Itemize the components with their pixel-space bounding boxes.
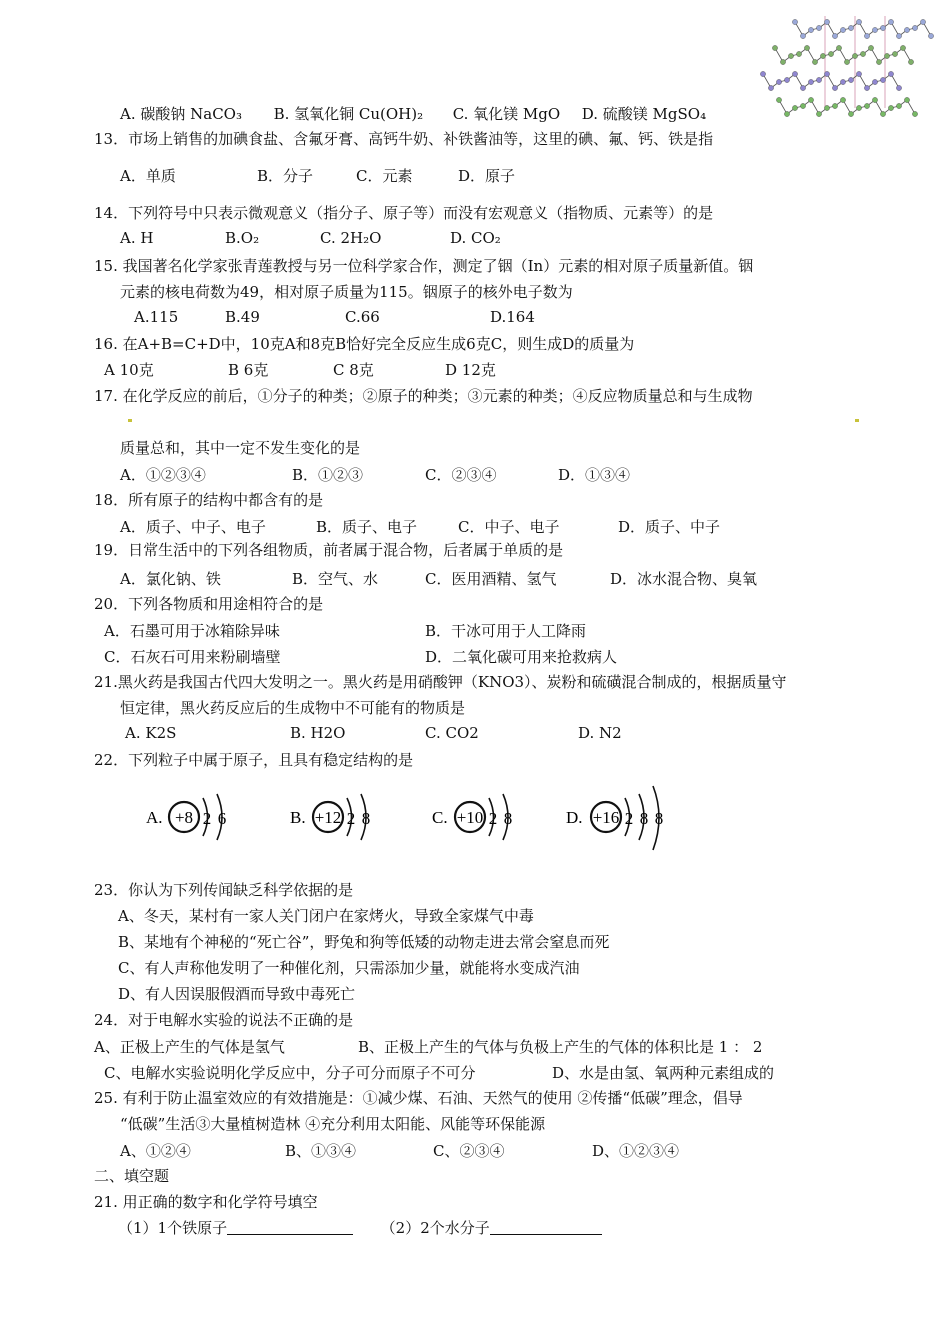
atom-structure-a	[146, 784, 246, 856]
q15-stem-line2: 元素的核电荷数为49，相对原子质量为115。铟原子的核外电子数为	[120, 283, 573, 301]
atom-diagram-d	[566, 780, 676, 864]
shell-electrons: 6	[217, 809, 227, 828]
q19-option-c: C．医用酒精、氢气	[425, 570, 557, 588]
q25-stem-line2: “低碳”生活③大量植树造林 ④充分利用太阳能、风能等环保能源	[120, 1115, 546, 1133]
q17-option-a: A．①②③④	[120, 466, 206, 484]
scan-mark	[128, 419, 132, 422]
q14-option-c: C. 2H₂O	[320, 229, 382, 247]
q20-stem: 20．下列各物质和用途相符合的是	[94, 595, 324, 613]
atom-structure-b	[290, 784, 390, 856]
shell-electrons: 2	[202, 809, 212, 828]
q14-option-b: B.O₂	[225, 229, 260, 247]
atom-letter: B.	[290, 808, 306, 827]
q25-option-b: B、①③④	[285, 1142, 357, 1160]
atom-letter: A.	[146, 808, 163, 827]
q15-option-a: A.115	[134, 308, 179, 326]
q19-option-b: B．空气、水	[292, 570, 379, 588]
q16-option-a: A 10克	[104, 361, 154, 379]
q21-option-d: D. N2	[578, 724, 622, 742]
section-heading: 二、填空题	[94, 1167, 170, 1185]
shell-electrons: 2	[488, 809, 498, 828]
q18-option-c: C．中子、电子	[458, 518, 560, 536]
q24-option-a: A、正极上产生的气体是氢气	[94, 1038, 285, 1056]
fill-q21-part1-label: （1）1个铁原子	[118, 1219, 228, 1237]
nucleus-charge: +16	[592, 808, 620, 827]
q15-option-b: B.49	[225, 308, 260, 326]
shell-electrons: 8	[361, 809, 371, 828]
q15-option-c: C.66	[345, 308, 380, 326]
atom-structure-d	[566, 780, 676, 860]
shell-electrons: 8	[503, 809, 513, 828]
q14-stem: 14．下列符号中只表示微观意义（指分子、原子等）而没有宏观意义（指物质、元素等）的是	[94, 204, 714, 222]
q20-option-d: D．二氧化碳可用来抢救病人	[425, 648, 618, 666]
q21-option-b: B. H2O	[290, 724, 346, 742]
atom-diagram-b	[290, 784, 390, 860]
q14-option-a: A. H	[120, 229, 154, 247]
nucleus-charge: +10	[456, 808, 484, 827]
atom-diagram-a	[146, 784, 246, 860]
q15-stem-line1: 15. 我国著名化学家张青莲教授与另一位科学家合作，测定了铟（In）元素的相对原子质量新值。铟	[94, 257, 754, 275]
answer-blank-2[interactable]	[490, 1218, 602, 1235]
q12-option-c: C. 氧化镁 MgO	[452, 105, 561, 123]
q12-option-a: A. 碳酸钠 NaCO₃	[120, 105, 242, 123]
scan-mark	[855, 419, 859, 422]
q24-stem: 24．对于电解水实验的说法不正确的是	[94, 1011, 354, 1029]
graphite-structure-image	[755, 8, 935, 128]
q13-option-d: D．原子	[458, 167, 516, 185]
nucleus-charge: +8	[174, 808, 194, 827]
shell-electrons: 2	[624, 809, 634, 828]
q18-option-b: B．质子、电子	[316, 518, 418, 536]
q23-option-d: D、有人因误服假酒而导致中毒死亡	[118, 985, 356, 1003]
shell-electrons: 8	[639, 809, 649, 828]
q13-option-a: A．单质	[120, 167, 176, 185]
atom-letter: C.	[432, 808, 448, 827]
q23-option-a: A、冬天，某村有一家人关门闭户在家烤火，导致全家煤气中毒	[118, 907, 534, 925]
atom-structure-c	[432, 784, 532, 856]
q15-option-d: D.164	[490, 308, 535, 326]
nucleus-charge: +12	[314, 808, 342, 827]
q17-option-b: B．①②③	[292, 466, 364, 484]
q21-stem-line1: 21.黑火药是我国古代四大发明之一。黑火药是用硝酸钾（KNO3）、炭粉和硫磺混合制成的，根据质量守	[94, 673, 787, 691]
q13-option-c: C．元素	[356, 167, 413, 185]
q19-option-d: D．冰水混合物、臭氧	[610, 570, 758, 588]
q23-option-b: B、某地有个神秘的“死亡谷”，野兔和狗等低矮的动物走进去常会窒息而死	[118, 933, 610, 951]
q24-option-c: C、电解水实验说明化学反应中，分子可分而原子不可分	[104, 1064, 476, 1082]
shell-electrons: 8	[654, 809, 664, 828]
q19-option-a: A．氯化钠、铁	[120, 570, 221, 588]
q23-option-c: C、有人声称他发明了一种催化剂，只需添加少量，就能将水变成汽油	[118, 959, 580, 977]
fill-q21-part2-label: （2）2个水分子	[380, 1219, 490, 1237]
q16-option-b: B 6克	[228, 361, 269, 379]
fill-q21-part1	[118, 1218, 602, 1238]
q25-stem-line1: 25. 有利于防止温室效应的有效措施是：①减少煤、石油、天然气的使用 ②传播“低碳”理念，倡导	[94, 1089, 743, 1107]
q22-stem: 22．下列粒子中属于原子，且具有稳定结构的是	[94, 751, 414, 769]
q12-option-b: B. 氢氧化铜 Cu(OH)₂	[273, 105, 424, 123]
q25-option-a: A、①②④	[120, 1142, 191, 1160]
q17-option-c: C．②③④	[425, 466, 497, 484]
q13-option-b: B．分子	[257, 167, 314, 185]
q12-option-d: D. 硫酸镁 MgSO₄	[581, 105, 707, 123]
atom-diagram-c	[432, 784, 532, 860]
q14-option-d: D. CO₂	[450, 229, 501, 247]
q25-option-c: C、②③④	[433, 1142, 505, 1160]
q17-stem-line2: 质量总和，其中一定不发生变化的是	[120, 439, 361, 457]
q18-option-d: D．质子、中子	[618, 518, 721, 536]
atom-letter: D.	[566, 808, 583, 827]
answer-blank-1[interactable]	[227, 1218, 353, 1235]
q20-option-a: A．石墨可用于冰箱除异味	[104, 622, 280, 640]
q12-options	[120, 104, 706, 124]
q16-option-d: D 12克	[445, 361, 496, 379]
fill-q21-stem: 21. 用正确的数字和化学符号填空	[94, 1193, 318, 1211]
q17-stem-line1: 17. 在化学反应的前后，①分子的种类；②原子的种类；③元素的种类；④反应物质量总和与生成物	[94, 387, 753, 405]
q19-stem: 19．日常生活中的下列各组物质，前者属于混合物，后者属于单质的是	[94, 541, 564, 559]
shell-electrons: 2	[346, 809, 356, 828]
q17-option-d: D．①③④	[558, 466, 631, 484]
q16-stem: 16. 在A+B=C+D中，10克A和8克B恰好完全反应生成6克C，则生成D的质量为	[94, 335, 635, 353]
q24-option-d: D、水是由氢、氧两种元素组成的	[552, 1064, 775, 1082]
q13-stem: 13．市场上销售的加碘食盐、含氟牙膏、高钙牛奶、补铁酱油等，这里的碘、氟、钙、铁是指	[94, 130, 714, 148]
q21-stem-line2: 恒定律，黑火药反应后的生成物中不可能有的物质是	[120, 699, 466, 717]
q16-option-c: C 8克	[333, 361, 374, 379]
q18-stem: 18．所有原子的结构中都含有的是	[94, 491, 324, 509]
q20-option-c: C．石灰石可用来粉刷墙壁	[104, 648, 281, 666]
q21-option-a: A. K2S	[125, 724, 177, 742]
q18-option-a: A．质子、中子、电子	[120, 518, 266, 536]
q23-stem: 23．你认为下列传闻缺乏科学依据的是	[94, 881, 354, 899]
q24-option-b: B、正极上产生的气体与负极上产生的气体的体积比是 1 ： 2	[358, 1038, 763, 1056]
q25-option-d: D、①②③④	[592, 1142, 680, 1160]
q20-option-b: B．干冰可用于人工降雨	[425, 622, 587, 640]
q21-option-c: C. CO2	[425, 724, 479, 742]
